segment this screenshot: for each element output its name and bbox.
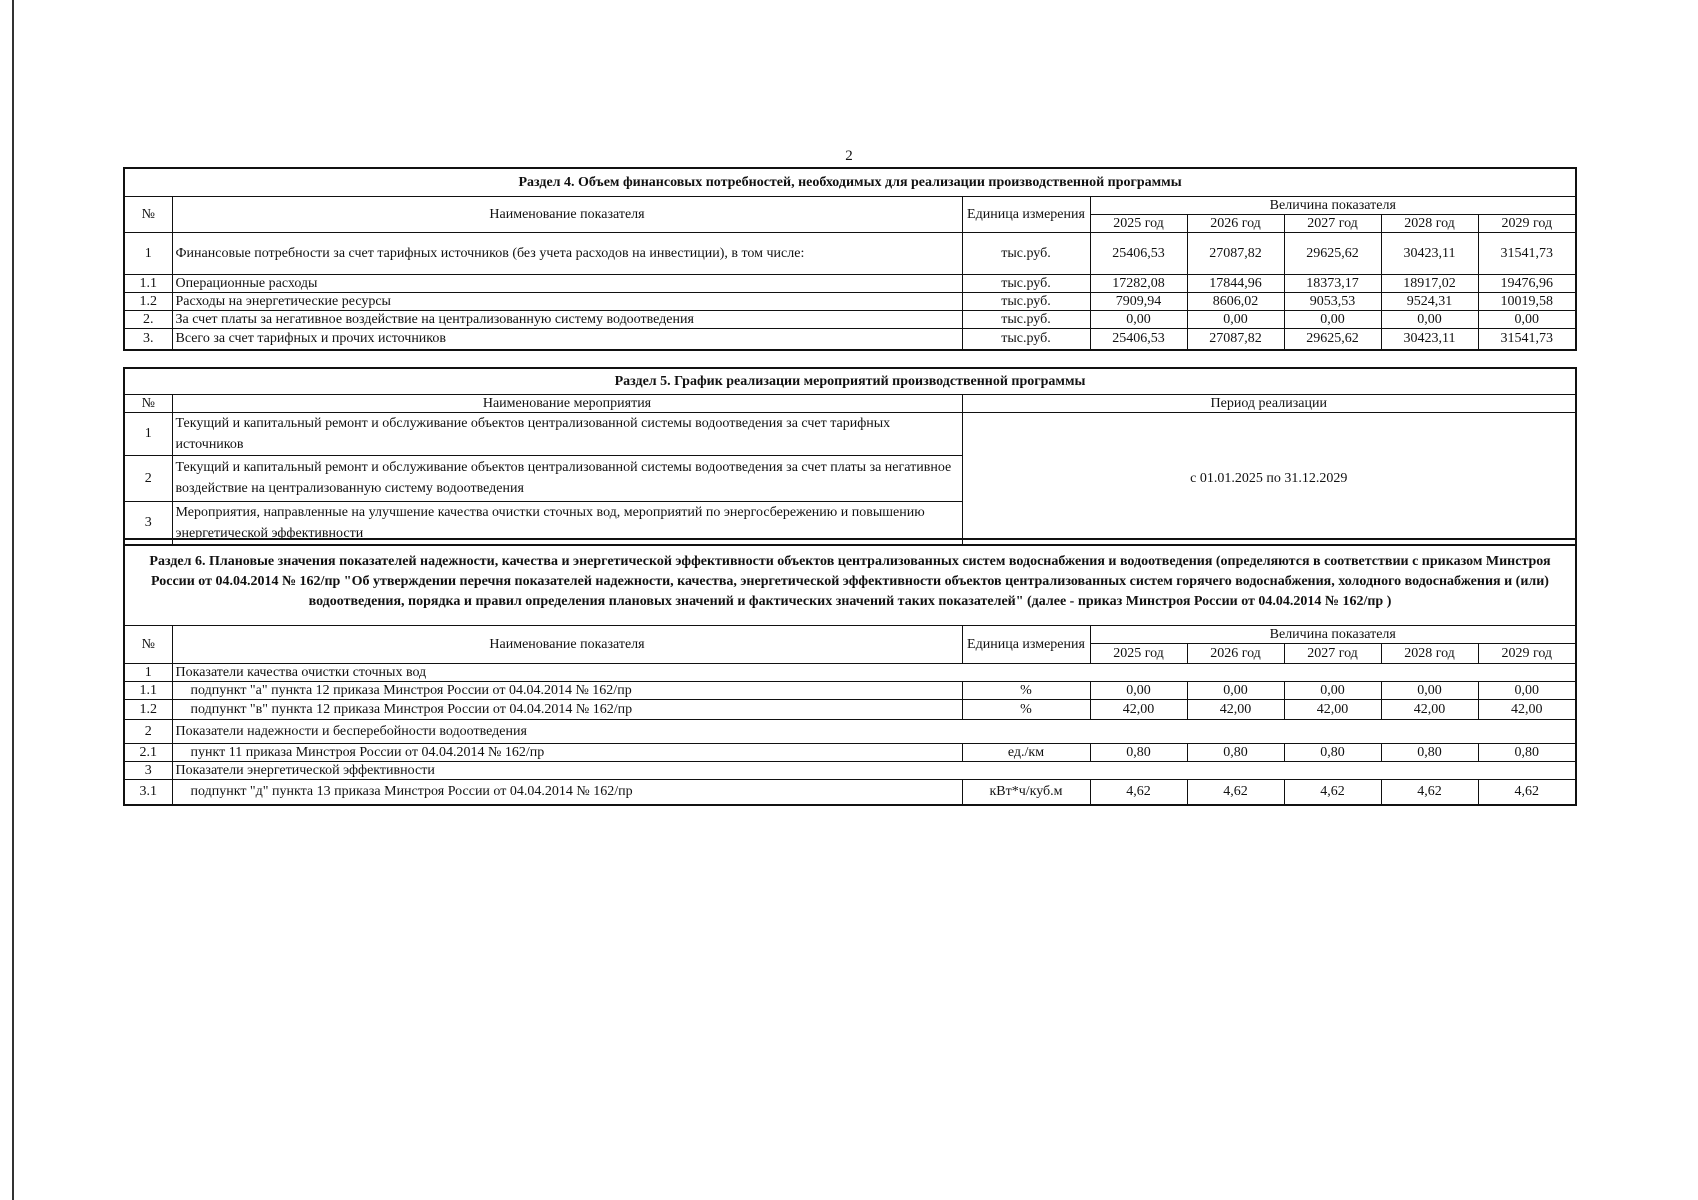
col-period-header: Период реализации <box>962 394 1576 412</box>
row-num: 3 <box>124 501 172 545</box>
section5-title: Раздел 5. График реализации мероприятий производственной программы <box>124 368 1576 394</box>
group-name: Показатели энергетической эффективности <box>172 761 1576 779</box>
row-value: 0,00 <box>1090 681 1187 699</box>
row-value: 27087,82 <box>1187 328 1284 350</box>
row-value: 30423,11 <box>1381 328 1478 350</box>
col-value-header: Величина показателя <box>1090 196 1576 214</box>
row-value: 27087,82 <box>1187 232 1284 274</box>
row-num: 1.2 <box>124 699 172 719</box>
col-num-header: № <box>124 196 172 232</box>
col-unit-header: Единица измерения <box>962 196 1090 232</box>
row-unit: тыс.руб. <box>962 232 1090 274</box>
row-value: 0,00 <box>1478 681 1576 699</box>
row-name: Всего за счет тарифных и прочих источников <box>172 328 962 350</box>
row-num: 1 <box>124 232 172 274</box>
row-value: 10019,58 <box>1478 292 1576 310</box>
col-name-header: Наименование мероприятия <box>172 394 962 412</box>
period-value: с 01.01.2025 по 31.12.2029 <box>962 412 1576 545</box>
row-unit: тыс.руб. <box>962 328 1090 350</box>
row-num: 1.2 <box>124 292 172 310</box>
table-row <box>124 310 1576 328</box>
group-name: Показатели надежности и бесперебойности водоотведения <box>172 719 1576 743</box>
row-name: Текущий и капитальный ремонт и обслуживание объектов централизованной системы водоотведения за счет тарифных источников <box>172 412 962 455</box>
table-row <box>124 232 1576 274</box>
year-header: 2029 год <box>1478 643 1576 663</box>
row-value: 31541,73 <box>1478 232 1576 274</box>
year-header: 2025 год <box>1090 214 1187 232</box>
section4-title: Раздел 4. Объем финансовых потребностей, необходимых для реализации производственной программы <box>124 168 1576 196</box>
row-value: 0,00 <box>1284 310 1381 328</box>
row-value: 0,00 <box>1187 681 1284 699</box>
table-row <box>124 328 1576 350</box>
row-name: подпункт "д" пункта 13 приказа Минстроя России от 04.04.2014 № 162/пр <box>172 779 962 805</box>
row-name: Финансовые потребности за счет тарифных источников (без учета расходов на инвестиции), в том числе: <box>172 232 962 274</box>
row-value: 0,00 <box>1381 681 1478 699</box>
row-name: Мероприятия, направленные на улучшение качества очистки сточных вод, мероприятий по энергосбережению и повышению энергетической эффективности <box>172 501 962 545</box>
row-name: пункт 11 приказа Минстроя России от 04.04.2014 № 162/пр <box>172 743 962 761</box>
table-row <box>124 779 1576 805</box>
row-name: Расходы на энергетические ресурсы <box>172 292 962 310</box>
row-value: 42,00 <box>1187 699 1284 719</box>
row-value: 0,80 <box>1381 743 1478 761</box>
page-number: 2 <box>845 148 853 164</box>
year-header: 2025 год <box>1090 643 1187 663</box>
year-header: 2028 год <box>1381 214 1478 232</box>
section4-table <box>123 167 1577 351</box>
group-row <box>124 663 1576 681</box>
year-header: 2026 год <box>1187 643 1284 663</box>
year-header: 2029 год <box>1478 214 1576 232</box>
table-row <box>124 274 1576 292</box>
group-name: Показатели качества очистки сточных вод <box>172 663 1576 681</box>
group-num: 1 <box>124 663 172 681</box>
row-value: 8606,02 <box>1187 292 1284 310</box>
row-value: 9053,53 <box>1284 292 1381 310</box>
row-value: 30423,11 <box>1381 232 1478 274</box>
row-num: 2. <box>124 310 172 328</box>
row-value: 17844,96 <box>1187 274 1284 292</box>
row-value: 0,80 <box>1090 743 1187 761</box>
table-row <box>124 743 1576 761</box>
row-value: 19476,96 <box>1478 274 1576 292</box>
row-value: 18373,17 <box>1284 274 1381 292</box>
table-row <box>124 681 1576 699</box>
col-value-header: Величина показателя <box>1090 625 1576 643</box>
row-value: 29625,62 <box>1284 328 1381 350</box>
row-value: 42,00 <box>1090 699 1187 719</box>
row-num: 2.1 <box>124 743 172 761</box>
row-unit: кВт*ч/куб.м <box>962 779 1090 805</box>
row-num: 2 <box>124 455 172 501</box>
group-num: 2 <box>124 719 172 743</box>
row-value: 4,62 <box>1187 779 1284 805</box>
row-value: 0,00 <box>1478 310 1576 328</box>
row-num: 3. <box>124 328 172 350</box>
row-value: 0,00 <box>1090 310 1187 328</box>
row-num: 3.1 <box>124 779 172 805</box>
row-value: 0,80 <box>1284 743 1381 761</box>
row-num: 1.1 <box>124 681 172 699</box>
col-name-header: Наименование показателя <box>172 196 962 232</box>
row-num: 1.1 <box>124 274 172 292</box>
row-value: 0,80 <box>1478 743 1576 761</box>
col-unit-header: Единица измерения <box>962 625 1090 663</box>
table-row <box>124 699 1576 719</box>
row-value: 7909,94 <box>1090 292 1187 310</box>
row-value: 25406,53 <box>1090 328 1187 350</box>
year-header: 2027 год <box>1284 643 1381 663</box>
row-value: 31541,73 <box>1478 328 1576 350</box>
section5-table <box>123 367 1577 546</box>
row-value: 0,00 <box>1284 681 1381 699</box>
row-num: 1 <box>124 412 172 455</box>
group-row <box>124 761 1576 779</box>
row-value: 25406,53 <box>1090 232 1187 274</box>
row-name: За счет платы за негативное воздействие на централизованную систему водоотведения <box>172 310 962 328</box>
row-unit: тыс.руб. <box>962 310 1090 328</box>
row-value: 0,00 <box>1381 310 1478 328</box>
col-name-header: Наименование показателя <box>172 625 962 663</box>
row-name: Операционные расходы <box>172 274 962 292</box>
section6-table <box>123 538 1577 806</box>
section6-title: Раздел 6. Плановые значения показателей надежности, качества и энергетической эффективности объектов централизованных систем водоснабжения и водоотведения (определяются в соответствии с приказом Минстроя России от 04.04.2014 № 162/пр "Об утверждении перечня показателей надежности, качества, энергетической эффективности объектов централизованных систем горячего водоснабжения, холодного водоснабжения и (или) водоотведения, порядка и правил определения плановых значений и фактических значений таких показателей" (далее - приказ Минстроя России от 04.04.2014 № 162/пр ) <box>124 539 1576 625</box>
col-num-header: № <box>124 625 172 663</box>
row-value: 42,00 <box>1381 699 1478 719</box>
table-row <box>124 292 1576 310</box>
row-value: 4,62 <box>1090 779 1187 805</box>
row-value: 9524,31 <box>1381 292 1478 310</box>
row-value: 0,00 <box>1187 310 1284 328</box>
row-value: 42,00 <box>1478 699 1576 719</box>
year-header: 2027 год <box>1284 214 1381 232</box>
row-unit: ед./км <box>962 743 1090 761</box>
group-row <box>124 719 1576 743</box>
row-value: 17282,08 <box>1090 274 1187 292</box>
row-name: Текущий и капитальный ремонт и обслуживание объектов централизованной системы водоотведения за счет платы за негативное воздействие на централизованную систему водоотведения <box>172 455 962 501</box>
row-value: 4,62 <box>1284 779 1381 805</box>
col-num-header: № <box>124 394 172 412</box>
row-unit: тыс.руб. <box>962 274 1090 292</box>
table-row <box>124 412 1576 455</box>
row-value: 4,62 <box>1381 779 1478 805</box>
year-header: 2026 год <box>1187 214 1284 232</box>
year-header: 2028 год <box>1381 643 1478 663</box>
row-value: 42,00 <box>1284 699 1381 719</box>
row-unit: % <box>962 699 1090 719</box>
group-num: 3 <box>124 761 172 779</box>
row-value: 0,80 <box>1187 743 1284 761</box>
row-name: подпункт "в" пункта 12 приказа Минстроя России от 04.04.2014 № 162/пр <box>172 699 962 719</box>
scan-edge <box>12 0 14 1200</box>
row-value: 4,62 <box>1478 779 1576 805</box>
row-name: подпункт "а" пункта 12 приказа Минстроя России от 04.04.2014 № 162/пр <box>172 681 962 699</box>
row-unit: тыс.руб. <box>962 292 1090 310</box>
row-unit: % <box>962 681 1090 699</box>
row-value: 18917,02 <box>1381 274 1478 292</box>
row-value: 29625,62 <box>1284 232 1381 274</box>
